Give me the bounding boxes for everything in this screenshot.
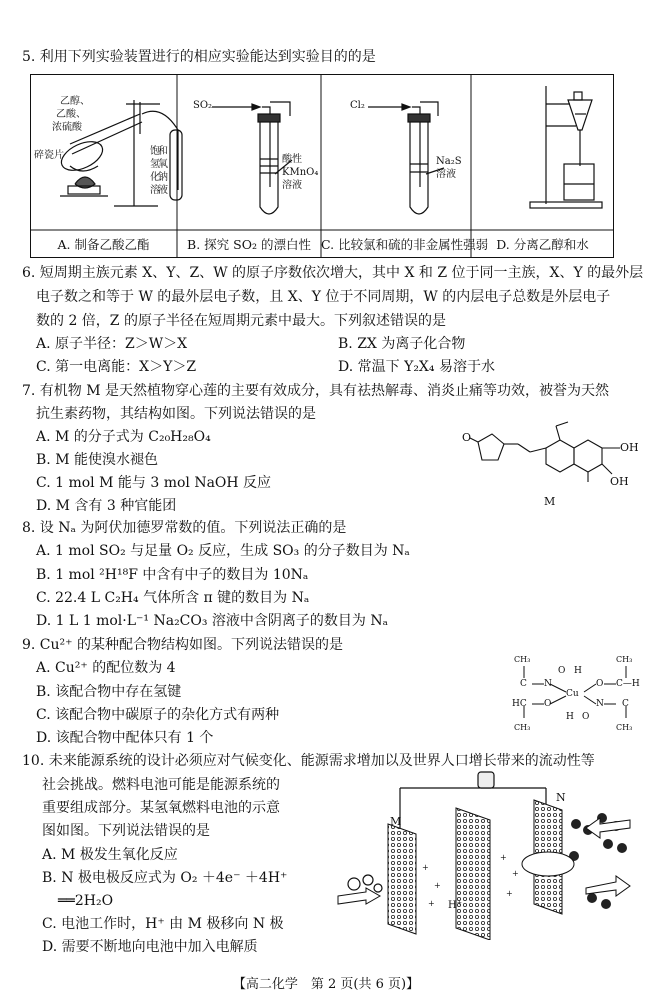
q8-stem: 8. 设 Nₐ 为阿伏加德罗常数的值。下列说法正确的是	[22, 520, 347, 536]
solution-a-1: 饱	[150, 146, 160, 157]
q6-option-a: A. 原子半径：Z＞W＞X	[36, 336, 188, 352]
cu-complex-figure	[500, 652, 648, 736]
solution-b-3: 溶液	[282, 180, 302, 191]
q6-stem-2: 电子数之和等于 W 的最外层电子数，且 X、Y 位于不同周期，W 的内层电子总数是外层电子	[36, 289, 611, 305]
q10-option-c: C. 电池工作时，H⁺ 由 M 极移向 N 极	[42, 916, 284, 932]
n-left: N	[544, 679, 552, 689]
q8-option-c: C. 22.4 L C₂H₄ 气体所含 π 键的数目为 Nₐ	[36, 590, 310, 606]
q9-option-a: A. Cu²⁺ 的配位数为 4	[36, 660, 176, 676]
solution-c-2: 溶液	[436, 169, 456, 180]
q10-stem-4: 图如图。下列说法错误的是	[42, 823, 210, 839]
o-right: O	[596, 679, 604, 689]
caption-a: A. 制备乙酸乙酯	[57, 237, 150, 252]
q5-table-grid	[30, 74, 614, 258]
q7-option-b: B. M 能使溴水褪色	[36, 452, 158, 468]
molecule-o-label: O	[462, 431, 472, 444]
q9-option-c: C. 该配合物中碳原子的杂化方式有两种	[36, 707, 280, 723]
h-plus-label: H⁺	[448, 900, 462, 911]
caption-d: D. 分离乙醇和水	[496, 237, 589, 252]
svg-text:+: +	[434, 881, 441, 890]
electrode-m-label: M	[390, 815, 402, 828]
solution-a-5: 化	[150, 172, 160, 183]
q7-stem-1: 7. 有机物 M 是天然植物穿心莲的主要有效成分，具有祛热解毒、消炎止痛等功效，被誉为天然	[22, 383, 610, 399]
h-bond-bottom: H	[566, 712, 574, 722]
test-tube-b-icon	[212, 102, 292, 214]
q7-option-c: C. 1 mol M 能与 3 mol NaOH 反应	[36, 475, 272, 491]
q8-option-b: B. 1 mol ²H¹⁸F 中含有中子的数目为 10Nₐ	[36, 567, 309, 583]
q10-option-a: A. M 极发生氧化反应	[42, 847, 178, 863]
page-footer: 【高二化学 第 2 页(共 6 页)】	[232, 977, 420, 992]
reagent-label-2: 乙酸、	[56, 109, 86, 120]
svg-text:+: +	[428, 899, 435, 908]
q10-option-b2: ══2H₂O	[58, 893, 114, 909]
q10-option-d: D. 需要不断地向电池中加入电解质	[42, 939, 258, 955]
cu-center: Cu	[566, 689, 579, 699]
test-tube-c-icon	[368, 102, 444, 214]
q10-stem-1: 10. 未来能源系统的设计必须应对气候变化、能源需求增加以及世界人口增长带来的流动性等	[22, 753, 595, 769]
solution-a-4: 氧	[158, 159, 168, 170]
svg-text:+: +	[512, 869, 519, 878]
molecule-oh-bottom: OH	[610, 475, 629, 488]
separatory-funnel-icon	[530, 86, 602, 208]
h-bond-top: H	[574, 666, 582, 676]
q8-option-d: D. 1 L 1 mol·L⁻¹ Na₂CO₃ 溶液中含阴离子的数目为 Nₐ	[36, 613, 389, 629]
svg-text:+: +	[500, 853, 507, 862]
caption-b: B. 探究 SO₂ 的漂白性	[187, 237, 311, 252]
svg-text:+: +	[506, 889, 513, 898]
c-bottom-right: C	[622, 699, 629, 709]
q10-stem-3: 重要组成部分。某氢氧燃料电池的示意	[42, 800, 280, 816]
q7-option-d: D. M 含有 3 种官能团	[36, 498, 177, 514]
reagent-label-1: 乙醇、	[60, 96, 90, 107]
solution-a-2: 和	[158, 146, 168, 157]
o-right-bottom: O	[582, 712, 590, 722]
solution-a-7: 溶	[150, 185, 160, 196]
q9-option-b: B. 该配合物中存在氢键	[36, 684, 182, 700]
q6-stem-3: 数的 2 倍，Z 的原子半径在短周期元素中最大。下列叙述错误的是	[36, 313, 446, 329]
hc-left: HC	[512, 699, 527, 709]
q9-stem: 9. Cu²⁺ 的某种配合物结构如图。下列说法错误的是	[22, 637, 343, 653]
q10-option-b1: B. N 极电极反应式为 O₂ ＋4e⁻ ＋4H⁺	[42, 870, 288, 886]
molecule-m-figure	[460, 420, 640, 512]
q8-option-a: A. 1 mol SO₂ 与足量 O₂ 反应，生成 SO₃ 的分子数目为 Nₐ	[36, 543, 410, 559]
ch3-top-right: CH₃	[616, 655, 633, 664]
q6-option-c: C. 第一电离能：X＞Y＞Z	[36, 359, 197, 375]
molecule-oh-top: OH	[620, 441, 639, 454]
q5-apparatus-table	[30, 74, 614, 258]
fuel-cell-figure	[330, 764, 642, 940]
fuel-cell-diagram-icon	[330, 764, 642, 940]
solution-b-1: 酸性	[282, 154, 302, 165]
q7-option-a: A. M 的分子式为 C₂₀H₂₈O₄	[36, 429, 211, 445]
q9-option-d: D. 该配合物中配体只有 1 个	[36, 730, 214, 746]
o-left: O	[544, 699, 552, 709]
q6-option-b: B. ZX 为离子化合物	[338, 336, 466, 352]
n-right: N	[596, 699, 604, 709]
molecule-caption: M	[544, 495, 556, 508]
ch3-bottom-right: CH₃	[616, 723, 633, 732]
q5-stem: 5. 利用下列实验装置进行的相应实验能达到实验目的的是	[22, 49, 376, 65]
caption-c: C. 比较氯和硫的非金属性强弱	[321, 237, 489, 252]
gas-b-label: SO₂	[193, 100, 213, 111]
ch3-top-left: CH₃	[514, 655, 531, 664]
o-left-top: O	[558, 666, 566, 676]
chip-label: 碎瓷片	[34, 150, 64, 161]
q6-stem-1: 6. 短周期主族元素 X、Y、Z、W 的原子序数依次增大，其中 X 和 Z 位于同一主族，X、Y 的最外层	[22, 265, 644, 281]
c-top-left: C	[520, 679, 527, 689]
q7-stem-2: 抗生素药物，其结构如图。下列说法错误的是	[36, 406, 316, 422]
gas-c-label: Cl₂	[350, 100, 365, 111]
q10-stem-2: 社会挑战。燃料电池可能是能源系统的	[42, 777, 280, 793]
electrode-n-label: N	[556, 791, 566, 804]
solution-b-2: KMnO₄	[282, 167, 319, 178]
c-h-right: C—H	[616, 679, 640, 689]
ch3-bottom-left: CH₃	[514, 723, 531, 732]
solution-c-1: Na₂S	[436, 156, 462, 167]
solution-a-8: 液	[158, 185, 168, 196]
reagent-label-3: 浓硫酸	[52, 122, 82, 133]
q6-option-d: D. 常温下 Y₂X₄ 易溶于水	[338, 359, 495, 375]
solution-a-3: 氢	[150, 159, 160, 170]
solution-a-6: 钠	[158, 172, 168, 183]
svg-text:+: +	[422, 863, 429, 872]
